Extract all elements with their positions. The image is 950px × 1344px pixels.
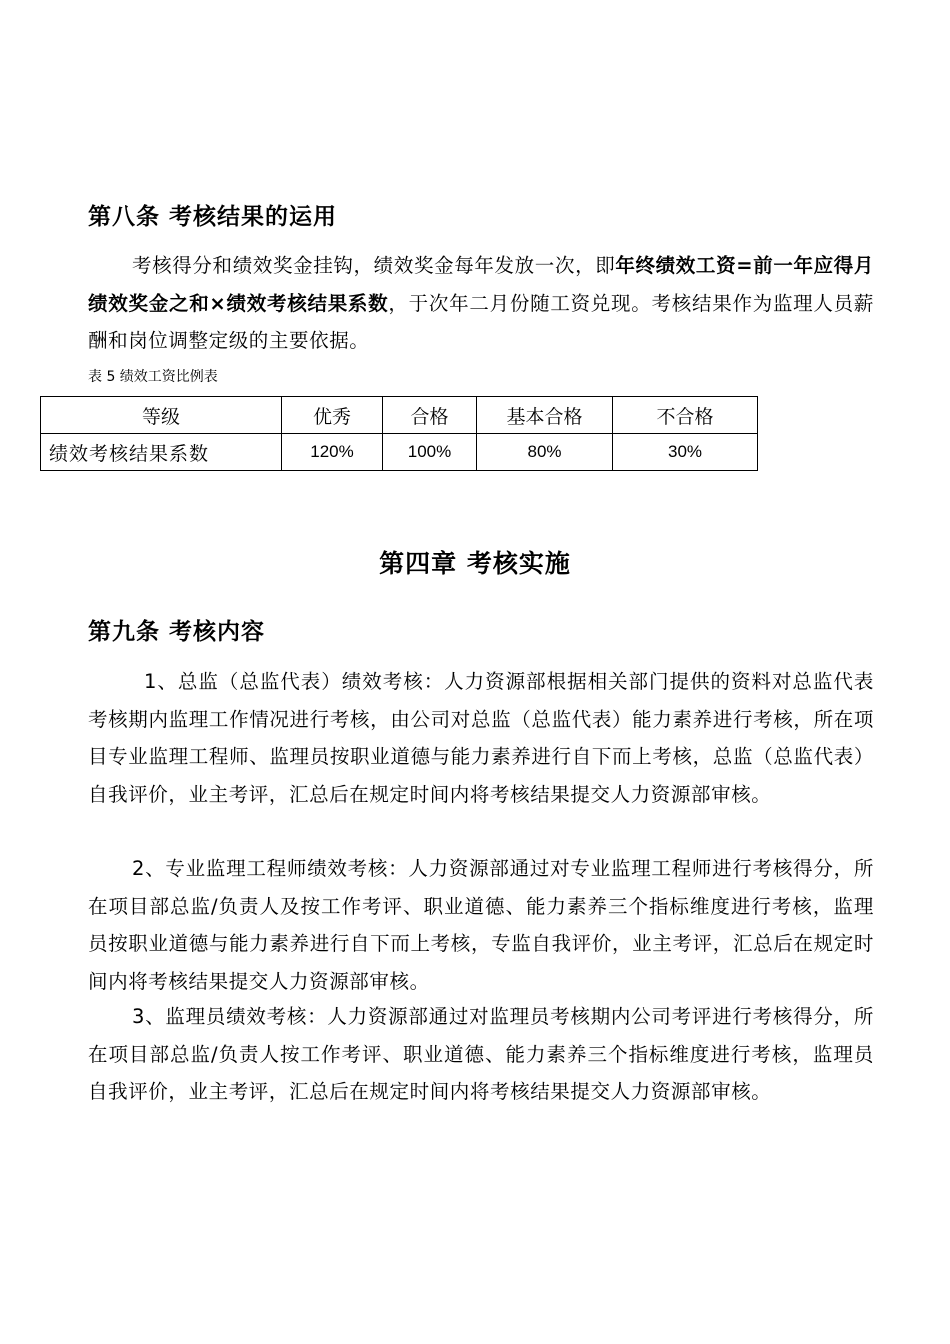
header-qualified: 合格 [383, 397, 477, 434]
header-unqualified: 不合格 [613, 397, 758, 434]
chapter-4-title: 第四章 考核实施 [379, 549, 571, 578]
value-excellent: 120% [282, 434, 383, 471]
article-9-item-3: 3、监理员绩效考核：人力资源部通过对监理员考核期内公司考评进行考核得分，所在项目部总监/负责人按工作考评、职业道德、能力素养三个指标维度进行考核，监理员自我评价，业主考评，汇总后在规定时间内将考核结果提交人力资源部审核。 [88, 1005, 874, 1103]
article-9-item-2: 2、专业监理工程师绩效考核：人力资源部通过对专业监理工程师进行考核得分，所在项目部总监/负责人及按工作考评、职业道德、能力素养三个指标维度进行考核，监理员按职业道德与能力素养进行自下而上考核，专监自我评价，业主考评，汇总后在规定时间内将考核结果提交人力资源部审核。 [88, 857, 874, 993]
row-label-coefficient: 绩效考核结果系数 [41, 434, 282, 471]
article-8-heading: 第八条 考核结果的运用 [88, 204, 338, 230]
value-unqualified: 30% [613, 434, 758, 471]
article-8-text-a: 考核得分和绩效奖金挂钩，绩效奖金每年发放一次，即 [132, 254, 616, 277]
table-5-caption: 表 5 绩效工资比例表 [88, 369, 218, 385]
value-basically-qualified: 80% [477, 434, 613, 471]
article-9-item-1: 1、总监（总监代表）绩效考核：人力资源部根据相关部门提供的资料对总监代表考核期内监理工作情况进行考核，由公司对总监（总监代表）能力素养进行考核，所在项目专业监理工程师、监理员按职业道德与能力素养进行自下而上考核，总监（总监代表）自我评价，业主考评，汇总后在规定时间内将考核结果提交人力资源部审核。 [88, 670, 874, 806]
header-basically-qualified: 基本合格 [477, 397, 613, 434]
header-excellent: 优秀 [282, 397, 383, 434]
header-grade: 等级 [41, 397, 282, 434]
article-8-text-c: ，于次年二月份随工资兑现。考核结果作为监理人员薪酬和岗位调整定级的主要依据。 [88, 291, 874, 352]
article-8-formula: 年终绩效工资=前一年应得月绩效奖金之和×绩效考核结果系数 [88, 254, 874, 315]
performance-pay-ratio-table [40, 396, 758, 471]
value-qualified: 100% [383, 434, 477, 471]
table-header-row [41, 397, 758, 434]
article-9-heading: 第九条 考核内容 [88, 619, 266, 645]
table-row [41, 434, 758, 471]
article-8-paragraph [88, 247, 874, 360]
